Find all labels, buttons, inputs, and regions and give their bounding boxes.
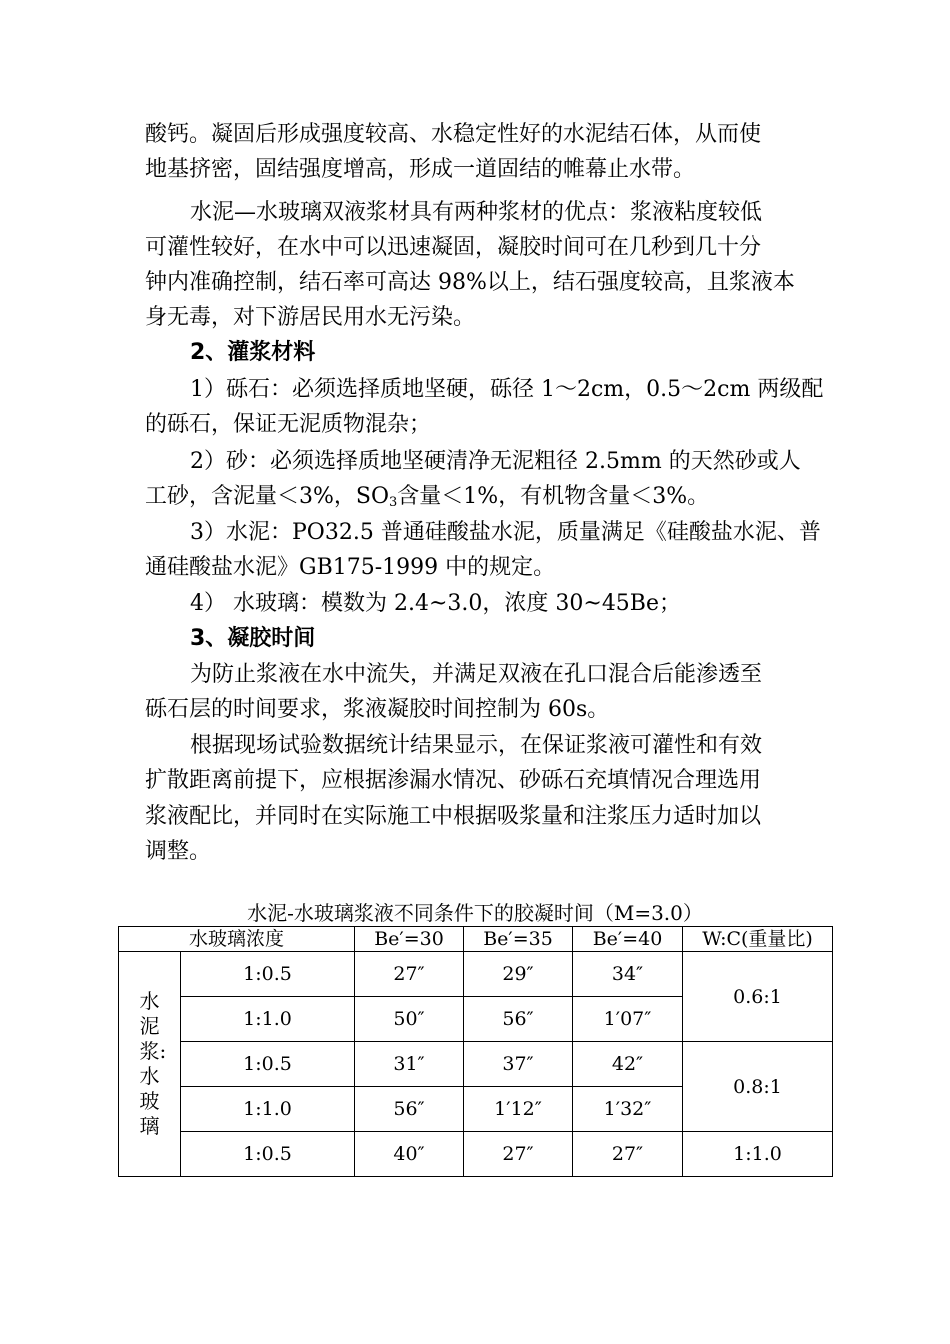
paragraph-line: 2）砂：必须选择质地坚硬清净无泥粗径 2.5mm 的天然砂或人 [190, 449, 801, 474]
table-row [119, 952, 833, 997]
time-cell: 37″ [464, 1042, 573, 1087]
time-cell: 27″ [573, 1132, 683, 1177]
time-cell: 56″ [464, 997, 573, 1042]
paragraph-line: 调整。 [145, 839, 212, 864]
paragraph-line: 水泥—水玻璃双液浆材具有两种浆材的优点：浆液粘度较低 [190, 200, 763, 225]
time-cell: 27″ [355, 952, 464, 997]
header-be40: Be′=40 [573, 927, 683, 952]
ratio-cell: 1:1.0 [181, 1087, 355, 1132]
header-concentration: 水玻璃浓度 [119, 927, 355, 952]
ratio-cell: 1:1.0 [181, 997, 355, 1042]
time-cell: 1′32″ [573, 1087, 683, 1132]
paragraph-line: 地基挤密，固结强度增高，形成一道固结的帷幕止水带。 [145, 157, 696, 182]
section-heading: 2、灌浆材料 [190, 340, 316, 365]
paragraph-line: 1）砾石：必须选择质地坚硬，砾径 1～2cm，0.5～2cm 两级配 [190, 377, 824, 402]
table-row [119, 1042, 833, 1087]
time-cell: 34″ [573, 952, 683, 997]
gel-time-table [118, 926, 833, 1177]
subscript: 3 [389, 495, 398, 510]
time-cell: 27″ [464, 1132, 573, 1177]
ratio-cell: 1:0.5 [181, 1132, 355, 1177]
paragraph-line: 扩散距离前提下，应根据渗漏水情况、砂砾石充填情况合理选用 [145, 768, 762, 793]
section-heading: 3、凝胶时间 [190, 626, 316, 651]
wc-cell: 1:1.0 [683, 1132, 833, 1177]
header-wc: W:C(重量比) [683, 927, 833, 952]
time-cell: 40″ [355, 1132, 464, 1177]
paragraph-line: 4） 水玻璃：模数为 2.4~3.0，浓度 30~45Be； [190, 591, 681, 616]
header-be35: Be′=35 [464, 927, 573, 952]
table-header-row [119, 927, 833, 952]
wc-cell: 0.8:1 [683, 1042, 833, 1132]
time-cell: 1′12″ [464, 1087, 573, 1132]
table-row [119, 1132, 833, 1177]
time-cell: 56″ [355, 1087, 464, 1132]
paragraph-line: 酸钙。凝固后形成强度较高、水稳定性好的水泥结石体，从而使 [145, 122, 762, 147]
paragraph-line: 浆液配比，并同时在实际施工中根据吸浆量和注浆压力适时加以 [145, 804, 762, 829]
paragraph-line: 砾石层的时间要求，浆液凝胶时间控制为 60s。 [145, 697, 610, 722]
table-caption: 水泥-水玻璃浆液不同条件下的胶凝时间（M=3.0） [247, 901, 703, 925]
ratio-cell: 1:0.5 [181, 1042, 355, 1087]
row-group-label [119, 952, 181, 1177]
paragraph-line: 3）水泥：PO32.5 普通硅酸盐水泥，质量满足《硅酸盐水泥、普 [190, 520, 821, 545]
paragraph-line: 身无毒，对下游居民用水无污染。 [145, 305, 476, 330]
paragraph-line: 钟内准确控制，结石率可高达 98%以上，结石强度较高，且浆液本 [145, 270, 795, 295]
wc-cell: 0.6:1 [683, 952, 833, 1042]
paragraph-line: 根据现场试验数据统计结果显示，在保证浆液可灌性和有效 [190, 733, 763, 758]
time-cell: 31″ [355, 1042, 464, 1087]
paragraph-line [145, 484, 709, 510]
time-cell: 29″ [464, 952, 573, 997]
vertical-label: 水泥浆:水玻璃 [139, 989, 167, 1138]
paragraph-line: 通硅酸盐水泥》GB175-1999 中的规定。 [145, 555, 556, 580]
time-cell: 1′07″ [573, 997, 683, 1042]
text-span: 含量＜1%，有机物含量＜3%。 [397, 484, 710, 509]
text-span: 工砂，含泥量＜3%，SO [145, 484, 390, 509]
paragraph-line: 的砾石，保证无泥质物混杂； [145, 412, 432, 437]
paragraph-line: 为防止浆液在水中流失，并满足双液在孔口混合后能渗透至 [190, 662, 763, 687]
time-cell: 50″ [355, 997, 464, 1042]
time-cell: 42″ [573, 1042, 683, 1087]
ratio-cell: 1:0.5 [181, 952, 355, 997]
header-be30: Be′=30 [355, 927, 464, 952]
paragraph-line: 可灌性较好，在水中可以迅速凝固，凝胶时间可在几秒到几十分 [145, 235, 762, 260]
